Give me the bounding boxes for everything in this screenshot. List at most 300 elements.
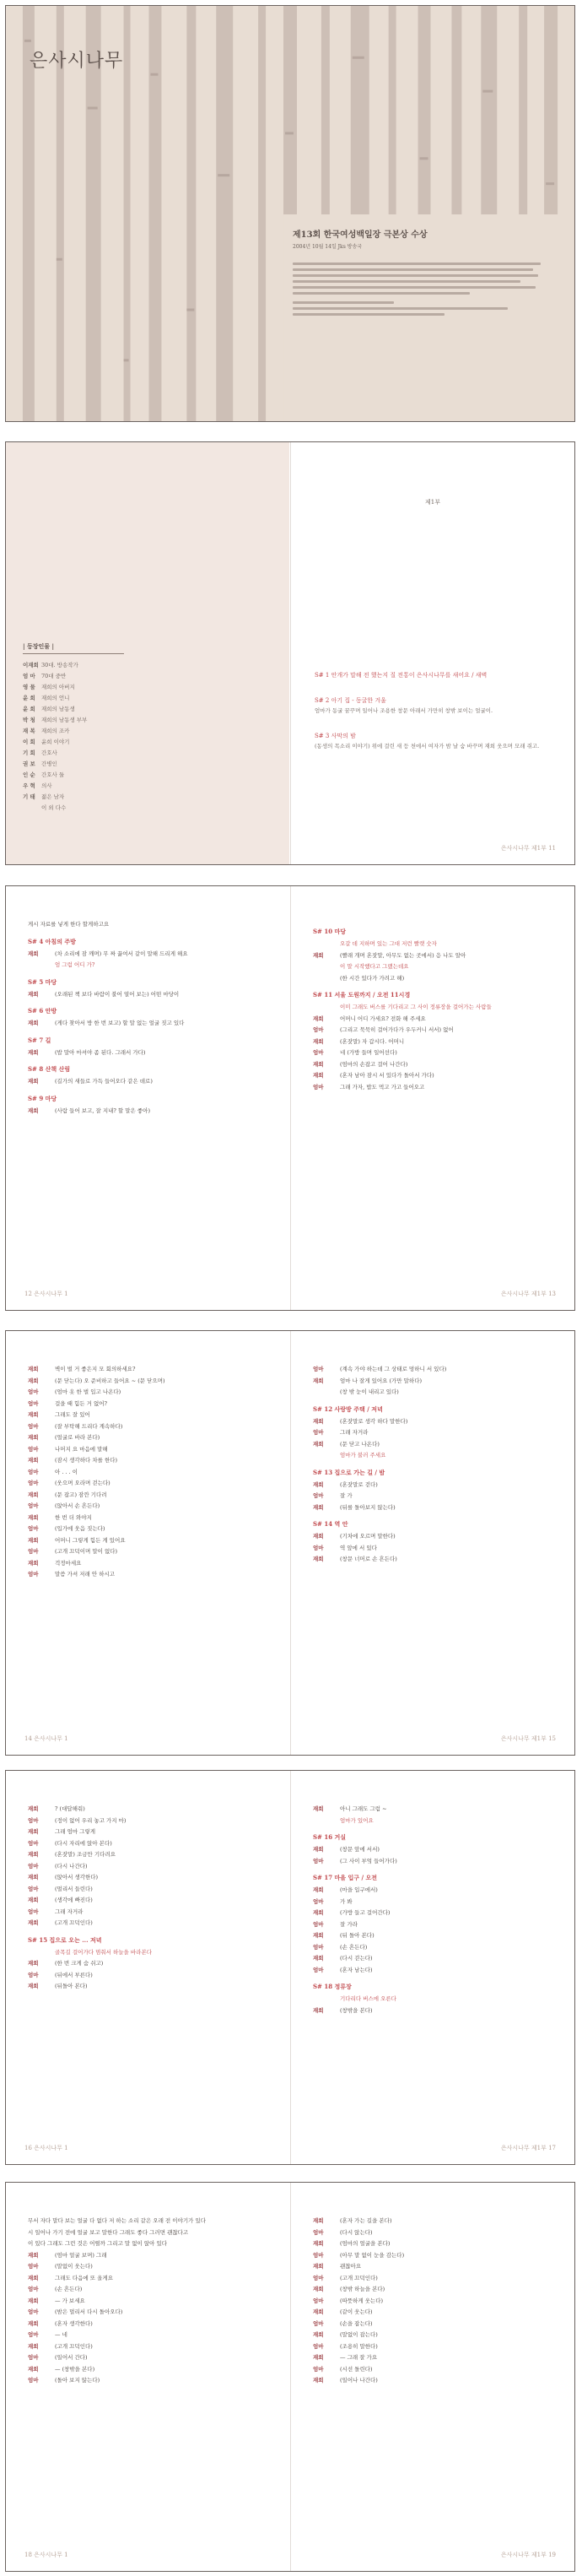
speaker-name: 재희 <box>313 2377 324 2384</box>
dialogue-line <box>313 1440 559 1450</box>
dialogue-line <box>313 1966 559 1976</box>
speaker-name: 엄마 <box>313 2319 324 2327</box>
cast-description: 의사 <box>41 782 52 789</box>
dialogue-line <box>313 1491 559 1502</box>
dialogue-line <box>313 2262 559 2272</box>
speaker-name: 엄마 <box>313 1857 324 1864</box>
cast-row <box>23 737 149 748</box>
cast-description: 재희의 조카 <box>41 728 70 734</box>
dialogue-text: 나머지 요 마음에 말해 <box>55 1445 108 1453</box>
dialogue-text: — 그래 잘 가요 <box>340 2354 378 2361</box>
dialogue-line <box>28 1805 274 1815</box>
dialogue-text: (뒤 돌아 본다) <box>340 1932 375 1939</box>
dialogue-text: 엄 그럼 어디 가? <box>55 961 95 968</box>
cast-role: 윤 희 <box>23 695 35 701</box>
dialogue-line <box>28 1559 274 1569</box>
scene-heading: S# 6 안방 <box>28 1007 57 1015</box>
dialogue-text: (엄마의 손잡고 걸어 나간다) <box>340 1060 408 1068</box>
dialogue-text: (혼잣말로 생각 하다 말한다) <box>340 1417 408 1425</box>
speaker-name: 재희 <box>313 2263 324 2270</box>
dialogue-line <box>313 1037 559 1047</box>
scene-heading: S# 8 산책 산림 <box>28 1065 71 1073</box>
script-block <box>28 2216 274 2388</box>
cast-description: 재희의 남동생 <box>41 706 75 712</box>
dialogue-text: (다시 걷는다) <box>340 1955 373 1962</box>
speaker-name: 재희 <box>313 951 324 959</box>
dialogue-line <box>28 1885 274 1895</box>
dialogue-text: 그래도 다음에 또 올게요 <box>55 2274 113 2281</box>
dialogue-line <box>313 1365 559 1375</box>
dialogue-text: (고개 끄덕이며 말이 없다) <box>55 1548 118 1555</box>
dialogue-line <box>28 1048 274 1058</box>
speaker-name: 재희 <box>313 1909 324 1916</box>
dialogue-line <box>313 1886 559 1896</box>
speaker-name: 엄마 <box>313 1026 324 1033</box>
dialogue-line <box>28 1365 274 1375</box>
speaker-name: 엄마 <box>28 1571 39 1578</box>
dialogue-text: (고개 끄덕인다) <box>55 1919 93 1926</box>
dialogue-line <box>313 1805 559 1815</box>
cast-row <box>23 660 149 671</box>
speaker-name: 재희 <box>313 1955 324 1962</box>
dialogue-line <box>28 1410 274 1421</box>
dialogue-line <box>313 1908 559 1918</box>
dialogue-text: (마을 입구에서) <box>340 1886 378 1893</box>
dialogue-text: ? (대답해줘) <box>55 1805 85 1812</box>
dialogue-text: 어머니 어디 가세요? 전화 해 주세요 <box>340 1015 426 1022</box>
speaker-name: 재희 <box>28 950 39 957</box>
dialogue-line <box>313 2376 559 2386</box>
dialogue-text: (멀리서 들린다) <box>55 1885 93 1892</box>
cast-row <box>23 704 149 715</box>
cast-row <box>23 792 149 803</box>
dialogue-text: (한 시간 있다가 가려고 해) <box>340 974 405 982</box>
dialogue-line <box>28 1502 274 1512</box>
dialogue-line <box>28 1107 274 1117</box>
dialogue-line <box>313 1083 559 1093</box>
dialogue-text: 네 (가방 들며 일어선다) <box>340 1049 397 1056</box>
dialogue-line <box>313 951 559 961</box>
dialogue-line <box>28 2285 274 2295</box>
speaker-name: 재희 <box>28 1983 39 1989</box>
speaker-name: 엄마 <box>313 1943 324 1951</box>
dialogue-text: (혼자 남는다) <box>340 1966 373 1973</box>
speaker-name: 재희 <box>313 1480 324 1488</box>
speaker-name: 재희 <box>28 1078 39 1085</box>
speaker-name: 엄마 <box>28 1422 39 1430</box>
dialogue-text: (다시 나간다) <box>55 1862 88 1870</box>
dialogue-line <box>313 1954 559 1964</box>
dialogue-line <box>313 1943 559 1953</box>
dialogue-line <box>28 1850 274 1860</box>
cast-role: 이재희 <box>23 662 39 668</box>
scene-heading: S# 15 집으로 오는 ... 저녁 <box>28 1935 102 1944</box>
cast-row <box>23 803 149 814</box>
script-page <box>291 1771 574 2164</box>
dialogue-text: (일어서 간다) <box>55 2354 88 2361</box>
dialogue-line <box>28 961 274 971</box>
dialogue-line <box>28 1827 274 1837</box>
scene-heading: S# 12 사랑방 주택 / 저녁 <box>313 1404 383 1413</box>
dialogue-line <box>313 2228 559 2238</box>
dialogue-text: (엄마 얼굴 보며) 그래 <box>55 2251 107 2259</box>
dialogue-text: (잠시 생각하다 차를 한다) <box>55 1457 118 1464</box>
dialogue-line <box>313 974 559 984</box>
speaker-name: 재희 <box>313 1886 324 1893</box>
speaker-name: 재희 <box>28 1020 39 1026</box>
cast-description: 젊은 남자 <box>41 793 65 800</box>
script-page <box>6 2183 289 2571</box>
scene-heading: S# 16 거실 <box>313 1833 347 1841</box>
cast-description: 70대 중반 <box>41 673 67 679</box>
script-page <box>6 886 289 1310</box>
part1-page <box>291 442 574 864</box>
dialogue-text: (말없이 웃는다) <box>55 2263 93 2270</box>
dialogue-text: (기차에 오르며 말한다) <box>340 1533 396 1540</box>
script-spread-6 <box>5 2182 575 2572</box>
speaker-name: 엄마 <box>28 2331 39 2338</box>
dialogue-text: (입가에 웃음 짓는다) <box>55 1525 105 1532</box>
scene-heading: S# 13 집으로 가는 길 / 밤 <box>313 1468 385 1476</box>
dialogue-line <box>28 2262 274 2272</box>
dialogue-line <box>313 2342 559 2352</box>
speaker-name: 엄마 <box>28 1502 39 1509</box>
scene-note: (동생의 목소리 이야기) 위에 걸린 새 등 천에서 여자가 밤 날 숨 바꾸며 재희 웃으며 모래 쥐고. <box>315 743 540 750</box>
script-block <box>28 1365 274 1582</box>
speaker-name: 재희 <box>313 2006 324 2014</box>
dialogue-line <box>313 1857 559 1867</box>
speaker-name: 엄마 <box>313 2251 324 2259</box>
cast-description: 간호사 둘 <box>41 771 65 778</box>
dialogue-text: 한 번 더 와야지 <box>55 1513 92 1521</box>
speaker-name: 엄마 <box>28 1525 39 1532</box>
dialogue-line <box>313 1026 559 1036</box>
dialogue-text: — 네 <box>55 2331 67 2338</box>
dialogue-line <box>28 1896 274 1906</box>
speaker-name: 엄마 <box>313 2228 324 2236</box>
page-number: 18 은사시나무 1 <box>24 2552 68 2558</box>
stage-direction: 기다리다 버스에 오른다 <box>340 1995 396 2002</box>
speaker-name: 재희 <box>28 2297 39 2304</box>
dialogue-text: (일어나 나간다) <box>340 2377 378 2384</box>
dialogue-text: (따뜻하게 웃는다) <box>340 2297 384 2304</box>
speaker-name: 재희 <box>28 1048 39 1056</box>
dialogue-line <box>28 1019 274 1029</box>
speaker-name <box>313 1388 340 1398</box>
dialogue-line <box>313 1503 559 1513</box>
cast-description: 간호사 <box>41 750 57 756</box>
speaker-name: 재희 <box>313 2240 324 2247</box>
scene-entry <box>315 695 551 716</box>
speaker-name: 재희 <box>313 2217 324 2224</box>
dialogue-text: (엄마의 얼굴을 본다) <box>340 2240 391 2247</box>
script-block <box>28 920 274 1118</box>
dialogue-text: (밤은 멀리서 다시 돌아오다) <box>55 2308 123 2315</box>
dialogue-text: 그래 자거라 <box>55 1908 84 1915</box>
dialogue-text: 역 앞에 서 있다 <box>340 1544 377 1551</box>
dialogue-line <box>28 2319 274 2330</box>
cast-role: 영 물 <box>23 684 35 690</box>
cast-row <box>23 671 149 682</box>
dialogue-text: 걱정마세요 <box>55 1559 82 1567</box>
dialogue-text: 엄마가 불러 주세요 <box>340 1452 386 1458</box>
speaker-name: 엄마 <box>28 1862 39 1870</box>
scene-entry <box>315 731 551 751</box>
cast-description: 30대. 방송작가 <box>41 662 78 668</box>
speaker-name: 재희 <box>28 1805 39 1812</box>
dialogue-text: (가방 들고 걸어간다) <box>340 1909 391 1916</box>
cast-row <box>23 748 149 759</box>
cast-list <box>23 660 149 814</box>
dialogue-line <box>313 1845 559 1855</box>
script-block <box>313 1365 559 1567</box>
award-heading: 제13회 한국여성백일장 극본상 수상 <box>293 230 428 240</box>
dialogue-line <box>28 1547 274 1557</box>
cast-role: 재 복 <box>23 728 35 734</box>
dialogue-text: (손 흔든다) <box>55 2286 83 2292</box>
dialogue-text: 그래도 잘 있어 <box>55 1411 90 1418</box>
dialogue-text: (차 소리에 잠 깨며) 무 짜 끓여서 같이 말해 드리게 해요 <box>55 950 188 957</box>
dialogue-text: (그리고 묵묵히 걸어가다가 우두커니 서서) 없어 <box>340 1026 454 1033</box>
speaker-name: 엄마 <box>28 1445 39 1453</box>
speaker-name: 엄마 <box>313 1049 324 1056</box>
speaker-name: 재희 <box>313 1037 324 1045</box>
dialogue-line <box>313 2297 559 2307</box>
speaker-name: 재희 <box>313 1503 324 1511</box>
stage-direction: 오갈 데 지하며 있는 그대 저런 빨랫 숫자 <box>340 940 437 947</box>
cast-row <box>23 682 149 693</box>
dialogue-text: (창밖 하늘을 본다) <box>340 2286 385 2292</box>
dialogue-text: 말씀 가셔 저래 안 하시고 <box>55 1571 116 1578</box>
dialogue-text: (혼잣말) 조금만 기다려요 <box>55 1851 116 1858</box>
cast-role: 이 회 <box>23 739 35 745</box>
speaker-name <box>28 961 55 971</box>
cast-role: 우 혁 <box>23 782 35 789</box>
narrative-paragraph: 시 일어나 가기 전에 얼굴 보고 말한다 그래도 좋다 그러면 괜찮다고 <box>28 2228 189 2236</box>
cast-role: 박 청 <box>23 717 35 723</box>
dialogue-text: (다시 앉는다) <box>340 2228 373 2236</box>
dialogue-text: (그 사이 부엌 들어가다) <box>340 1857 397 1864</box>
speaker-name: 재희 <box>313 1556 324 1562</box>
stage-direction: 골목길 걸어가다 멈춰서 하늘을 바라본다 <box>55 1948 153 1956</box>
speaker-name: 재희 <box>28 2251 39 2259</box>
dialogue-text: (혼자 생각한다) <box>55 2319 93 2327</box>
speaker-name: 재희 <box>313 1377 324 1384</box>
speaker-name: 재희 <box>313 1932 324 1939</box>
scene-heading: S# 1 안개가 말해 전 했는지 질 전통이 은사시나무를 새어요 / 새벽 <box>315 672 488 679</box>
dialogue-line <box>28 1908 274 1918</box>
stage-direction: 이미 그래도 버스를 기다리고 그 사이 정류장을 걸어가는 사람들 <box>340 1004 492 1010</box>
dialogue-text: (게다 찾아서 방 한 번 보고) 할 말 없는 얼굴 짓고 있다 <box>55 1020 185 1026</box>
dialogue-line <box>313 1048 559 1058</box>
cast-page <box>6 442 289 864</box>
dialogue-line <box>28 1479 274 1489</box>
speaker-name: 엄마 <box>28 1908 39 1915</box>
dialogue-line <box>28 1456 274 1466</box>
dialogue-line <box>28 2251 274 2261</box>
speaker-name: 엄마 <box>313 1083 324 1090</box>
dialogue-line <box>28 1862 274 1872</box>
dialogue-line <box>313 1480 559 1491</box>
speaker-name <box>313 1816 340 1826</box>
dialogue-text: 벽이 벌 거 좋은지 모 회의하세요? <box>55 1366 136 1372</box>
speaker-name: 엄마 <box>313 1544 324 1551</box>
scene-heading: S# 2 아기 집 - 동굴한 겨울 <box>315 697 386 704</box>
dialogue-text: 엄마 나 잘게 있어요 (가만 말하다) <box>340 1377 423 1384</box>
script-block <box>28 1805 274 1994</box>
scene-heading: S# 18 정류장 <box>313 1983 352 1990</box>
speaker-name: 엄마 <box>28 1480 39 1486</box>
dialogue-text: (창문 앞에 서서) <box>340 1846 380 1853</box>
script-spread-5 <box>5 1770 575 2165</box>
speaker-name: 재희 <box>313 2354 324 2361</box>
cast-heading: | 등장인물 | <box>23 642 124 654</box>
speaker-name: 재희 <box>313 2308 324 2315</box>
dialogue-text: 잘 가 <box>340 1492 353 1499</box>
dialogue-text: (길가의 새들로 가득 들어오다 같은 데로) <box>55 1078 153 1085</box>
narrative-paragraph: 게시 자료를 넣게 한다 할게하고요 <box>28 921 110 928</box>
speaker-name: 엄마 <box>313 2342 324 2350</box>
dialogue-line <box>313 1532 559 1542</box>
dialogue-line <box>28 1445 274 1455</box>
speaker-name: 재희 <box>28 1513 39 1521</box>
dialogue-text: — 가 보세요 <box>55 2297 85 2304</box>
cast-row <box>23 781 149 792</box>
dialogue-line <box>28 1536 274 1546</box>
cast-row <box>23 759 149 770</box>
dialogue-line <box>28 1971 274 1981</box>
dialogue-line <box>28 1513 274 1523</box>
speaker-name: 재희 <box>28 2274 39 2281</box>
speaker-name: 엄마 <box>313 1492 324 1499</box>
dialogue-text: (앉아서 생각한다) <box>55 1874 99 1881</box>
speaker-name: 재희 <box>28 1874 39 1881</box>
dialogue-line <box>28 2297 274 2307</box>
dialogue-line <box>313 1544 559 1554</box>
speaker-name: 엄마 <box>28 2308 39 2315</box>
dialogue-text: 가 봐 <box>340 1897 353 1905</box>
cover-spread <box>5 5 575 422</box>
script-block <box>313 2216 559 2388</box>
dialogue-text: 어머니 그렇게 힘든 게 있어요 <box>55 1536 126 1544</box>
script-page <box>6 1331 289 1755</box>
dialogue-text: (같이 웃는다) <box>340 2308 373 2315</box>
dialogue-line <box>313 1428 559 1438</box>
dialogue-line <box>28 2342 274 2352</box>
speaker-name: 재희 <box>313 1417 324 1425</box>
cast-role: 윤 희 <box>23 706 35 712</box>
dialogue-text: (웃으며 오라며 걷는다) <box>55 1480 110 1486</box>
script-page <box>291 886 574 1310</box>
cast-role: 엄 마 <box>23 673 35 679</box>
cast-role <box>23 803 41 814</box>
dialogue-line <box>313 962 559 972</box>
speaker-name: 재희 <box>28 2365 39 2373</box>
dialogue-line <box>313 1417 559 1427</box>
dialogue-text: 아니 그래도 그럼 ~ <box>340 1805 387 1812</box>
dialogue-line <box>28 1491 274 1501</box>
script-spread-4 <box>5 1330 575 1756</box>
cast-description: 간병인 <box>41 760 57 767</box>
dialogue-text: 아 . . . 이 <box>55 1468 78 1475</box>
speaker-name: 재희 <box>28 1457 39 1464</box>
dialogue-text: (혼잣말로 걷다) <box>340 1480 378 1488</box>
dialogue-line <box>313 2308 559 2318</box>
cast-description: 재희의 남동생 부부 <box>41 717 88 723</box>
dialogue-line <box>313 2285 559 2295</box>
dialogue-text: (뒤돌아 본다) <box>55 1983 88 1989</box>
speaker-name: 재희 <box>28 1828 39 1835</box>
dialogue-line <box>313 2319 559 2330</box>
speaker-name: 재희 <box>28 1107 39 1114</box>
scene-list <box>315 670 551 766</box>
speaker-name: 재희 <box>28 1434 39 1441</box>
speaker-name: 엄마 <box>28 2286 39 2292</box>
dialogue-text: (뒤에서 부른다) <box>55 1971 93 1978</box>
dialogue-text: (한 번 크게 숨 쉬고) <box>55 1960 104 1967</box>
part-heading: 제1부 <box>425 499 440 506</box>
speaker-name: 엄마 <box>28 2263 39 2270</box>
dialogue-line <box>28 1388 274 1398</box>
cast-description: 윤희 이야기 <box>41 739 70 745</box>
dialogue-line <box>313 2353 559 2363</box>
speaker-name <box>313 962 340 972</box>
page-number: 은사시나무 제1부 15 <box>500 1735 556 1742</box>
speaker-name: 재희 <box>28 1919 39 1926</box>
cast-description: 재희의 언니 <box>41 695 70 701</box>
speaker-name: 재희 <box>313 1533 324 1540</box>
dialogue-text: (얼굴로 바라 본다) <box>55 1434 100 1441</box>
speaker-name: 재희 <box>28 1851 39 1858</box>
dialogue-text: (엄마 옷 한 벌 입고 나온다) <box>55 1388 121 1395</box>
speaker-name: 재희 <box>313 1015 324 1022</box>
dialogue-text: (문 잡고) 잠깐 기다려 <box>55 1491 107 1498</box>
book-title: 은사시나무 <box>30 51 124 72</box>
speaker-name: 재희 <box>313 1440 324 1448</box>
dialogue-text: (손을 잡는다) <box>340 2319 373 2327</box>
narrative-paragraph: 이 있다 그래도 그런 것은 어떨까 그리고 말 없이 앉아 있다 <box>28 2240 168 2247</box>
dialogue-line <box>313 1555 559 1565</box>
dialogue-line <box>313 1015 559 1025</box>
dialogue-text: (창밖을 본다) <box>340 2006 373 2014</box>
page-number: 은사시나무 제1부 19 <box>500 2552 556 2558</box>
dialogue-text: (문 닫는다) 오 준비하고 들어요 ~ (문 닫으며) <box>55 1377 165 1384</box>
page-number: 은사시나무 제1부 13 <box>500 1291 556 1297</box>
speaker-name: 엄마 <box>313 2274 324 2281</box>
cast-row <box>23 726 149 737</box>
dialogue-text: (생각에 빠진다) <box>55 1897 93 1903</box>
scene-note: 엄마가 동굴 꿈꾸며 일어나 조용한 창문 아래서 가만히 창밖 보이는 얼굴이. <box>315 707 493 714</box>
dialogue-text: (말없이 잡는다) <box>340 2331 378 2338</box>
cast-spread <box>5 441 575 865</box>
scene-heading: S# 7 길 <box>28 1036 51 1044</box>
speaker-name: 엄마 <box>28 1885 39 1892</box>
scene-heading: S# 3 사막의 밤 <box>315 733 356 739</box>
speaker-name: 재희 <box>313 2286 324 2292</box>
cast-row <box>23 693 149 704</box>
scene-entry <box>315 670 551 680</box>
dialogue-line <box>313 1816 559 1826</box>
script-page <box>6 1771 289 2164</box>
dialogue-line <box>28 1077 274 1087</box>
page-number: 은사시나무 제1부 11 <box>500 845 556 852</box>
dialogue-text: (혼잣말) 자 갑시다. 어머니 <box>340 1037 405 1045</box>
dialogue-line <box>313 2330 559 2341</box>
script-spread-3 <box>5 885 575 1311</box>
dialogue-line <box>28 1839 274 1849</box>
speaker-name: 엄마 <box>313 1429 324 1436</box>
dialogue-text: (오래된 책 보다 바람이 불어 열어 보는) 어떤 마당이 <box>55 990 180 998</box>
